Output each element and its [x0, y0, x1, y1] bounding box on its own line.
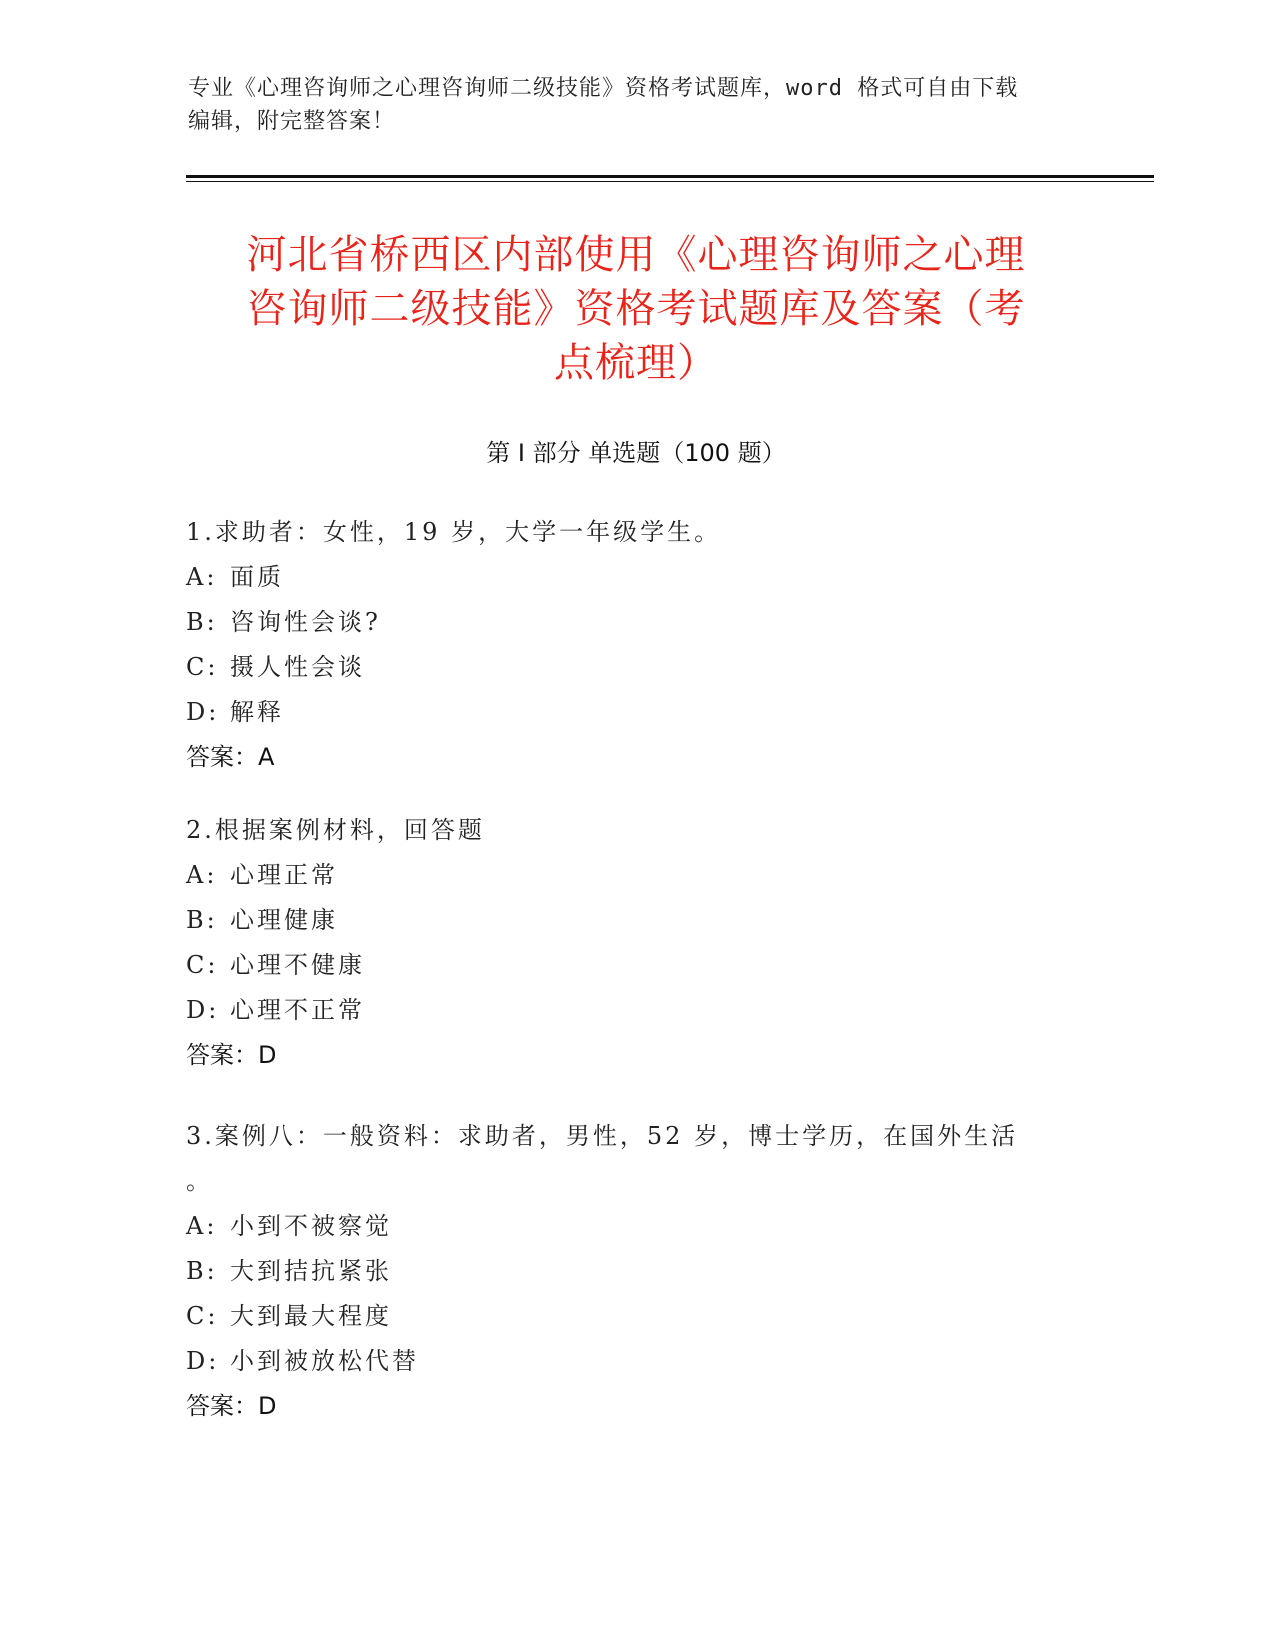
header-note [188, 72, 1088, 138]
option-a [186, 853, 1086, 898]
option-text: 大到最大程度 [230, 1302, 392, 1330]
option-letter: B: [186, 906, 218, 934]
option-text: 大到拮抗紧张 [230, 1257, 392, 1285]
answer-label: 答案： [186, 1392, 258, 1420]
option-text: 小到不被察觉 [230, 1212, 392, 1240]
question-1 [186, 510, 1086, 780]
question-2 [186, 808, 1086, 1078]
document-title [186, 228, 1086, 390]
option-text: 心理健康 [230, 906, 338, 934]
option-b [186, 1249, 1086, 1294]
option-letter: A: [186, 1212, 218, 1240]
answer-line [186, 1384, 1086, 1429]
option-letter: A: [186, 861, 218, 889]
answer-label: 答案： [186, 1041, 258, 1069]
option-text: 面质 [230, 563, 284, 591]
option-text: 摄人性会谈 [230, 653, 365, 681]
option-letter: D: [186, 698, 220, 726]
answer-line [186, 1033, 1086, 1078]
answer-value: D [258, 1041, 277, 1069]
option-letter: D: [186, 1347, 220, 1375]
answer-value: D [258, 1392, 277, 1420]
option-text: 心理不正常 [230, 996, 365, 1024]
question-3 [186, 1114, 1086, 1429]
option-text: 解释 [230, 698, 284, 726]
section-heading: 第 I 部分 单选题（100 题） [486, 439, 786, 467]
option-c [186, 1294, 1086, 1339]
option-a [186, 555, 1086, 600]
option-text: 小到被放松代替 [230, 1347, 419, 1375]
option-text: 咨询性会谈? [230, 608, 381, 636]
option-letter: D: [186, 996, 220, 1024]
option-c [186, 943, 1086, 988]
question-stem: 2.根据案例材料，回答题 [186, 816, 485, 844]
document-title-line2: 咨询师二级技能》资格考试题库及答案（考 [246, 286, 1026, 332]
question-stem: 3.案例八：一般资料：求助者，男性，52 岁，博士学历，在国外生活 [186, 1122, 1019, 1150]
option-b [186, 600, 1086, 645]
option-letter: C: [186, 1302, 219, 1330]
option-letter: C: [186, 951, 219, 979]
answer-label: 答案： [186, 743, 258, 771]
option-b [186, 898, 1086, 943]
option-d [186, 988, 1086, 1033]
option-d [186, 1339, 1086, 1384]
document-title-line3: 点梳理） [554, 340, 718, 386]
answer-line [186, 735, 1086, 780]
header-note-line2: 编辑，附完整答案！ [188, 109, 396, 134]
option-text: 心理不健康 [230, 951, 365, 979]
option-text: 心理正常 [230, 861, 338, 889]
header-divider-thick [186, 175, 1154, 178]
header-note-line1: 专业《心理咨询师之心理咨询师二级技能》资格考试题库，word 格式可自由下载 [188, 76, 1019, 101]
question-stem: 1.求助者：女性，19 岁，大学一年级学生。 [186, 518, 722, 546]
option-letter: C: [186, 653, 219, 681]
question-stem-continued: 。 [186, 1167, 213, 1195]
option-letter: A: [186, 563, 218, 591]
option-a [186, 1204, 1086, 1249]
option-letter: B: [186, 1257, 218, 1285]
option-d [186, 690, 1086, 735]
header-divider-thin [186, 181, 1154, 182]
option-letter: B: [186, 608, 218, 636]
document-title-line1: 河北省桥西区内部使用《心理咨询师之心理 [246, 232, 1026, 278]
option-c [186, 645, 1086, 690]
answer-value: A [258, 743, 275, 771]
